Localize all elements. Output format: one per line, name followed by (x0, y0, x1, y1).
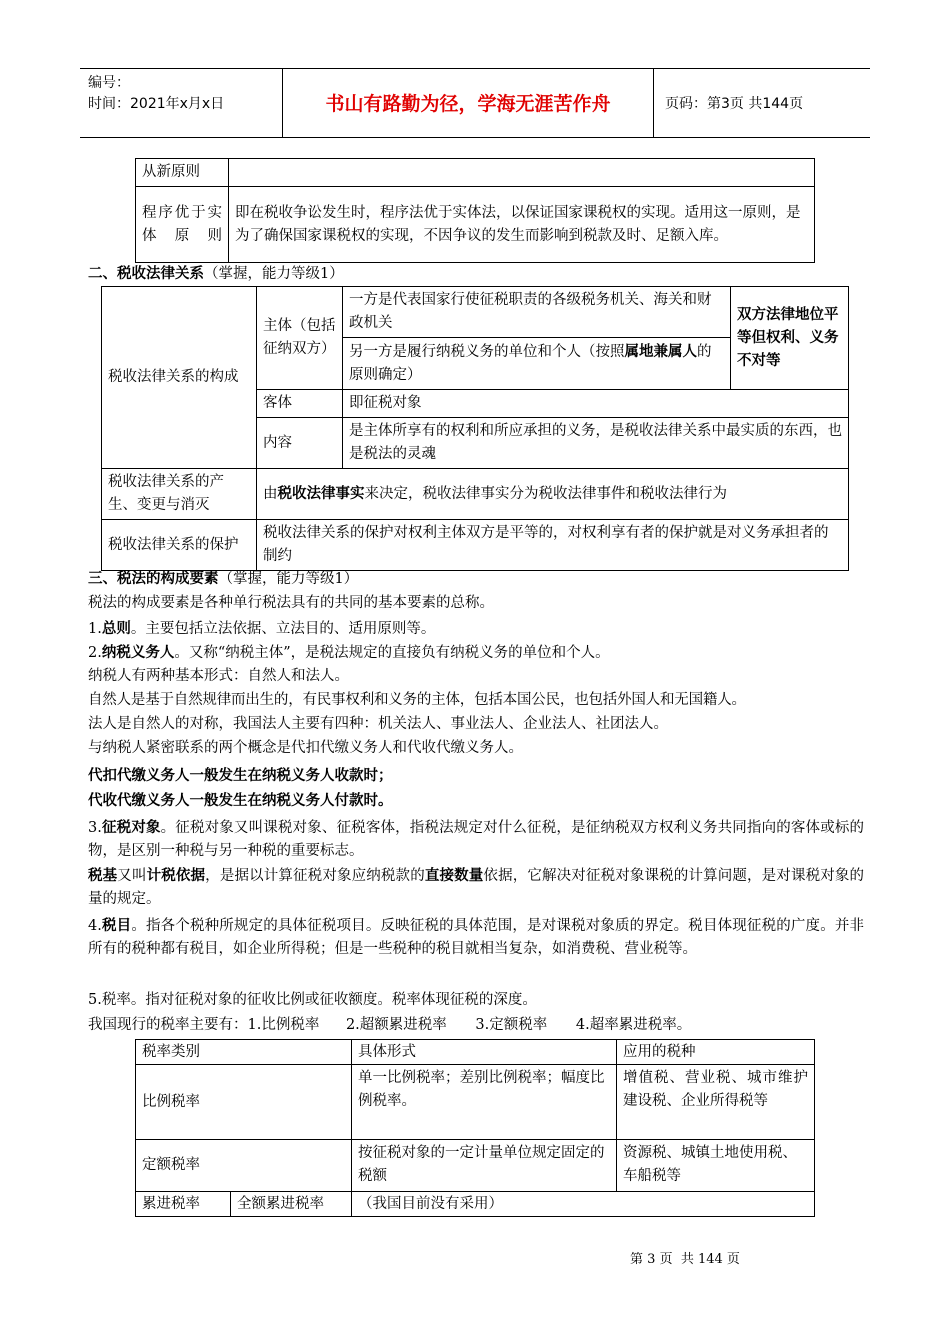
body-line: 纳税人有两种基本形式：自然人和法人。 (88, 668, 349, 684)
rate-type-2: 2.超额累进税率 (345, 1017, 447, 1033)
item-term: 直接数量 (424, 867, 484, 884)
table-row (136, 1140, 815, 1192)
change-post: 来决定，税收法律事实分为税收法律事件和税收法律行为 (364, 486, 727, 502)
rate-type-cell: 比例税率 (136, 1065, 352, 1140)
content-text-cell: 是主体所享有的权利和所应承担的义务，是税收法律关系中最实质的东西，也是税法的灵魂 (343, 418, 849, 469)
item-term: 征税对象 (101, 819, 161, 836)
subject-b-post: 的原则确定） (349, 344, 712, 383)
item-term: 税目 (101, 917, 132, 934)
item-term: 纳税义务人 (101, 644, 175, 661)
rate-form-cell: 按征税对象的一定计量单位规定固定的税额 (352, 1140, 617, 1192)
table-row (136, 159, 815, 187)
change-label-cell: 税收法律关系的产生、变更与消灭 (102, 469, 257, 520)
item-term: 总则 (101, 620, 131, 637)
header-cell: 具体形式 (352, 1040, 617, 1065)
item-text: 。指各个税种所规定的具体征税项目。反映征税的具体范围，是对课税对象质的界定。税目体现征税的广度。并非所有的税种都有税目，如企业所得税；但是一些税种的税目就相当复杂，如消费税、营业税等。 (88, 918, 865, 957)
principle-content-cell (229, 159, 815, 187)
subject-a-cell: 一方是代表国家行使征税职责的各级税务机关、海关和财政机关 (343, 287, 731, 338)
subject-b-bold: 属地兼属人 (624, 343, 697, 360)
body-line: 税法的构成要素是各种单行税法具有的共同的基本要素的总称。 (88, 595, 494, 611)
object-content-cell: 即征税对象 (343, 390, 849, 418)
section-3-title: 税法的构成要素 (117, 570, 219, 587)
principles-table (135, 158, 815, 263)
rate-subtype-cell: 全额累进税率 (231, 1192, 352, 1217)
rate-type-3: 3.定额税率 (475, 1017, 548, 1033)
item-text: ，是据以计算征税对象应纳税款的 (205, 868, 425, 884)
body-paragraph (88, 864, 864, 911)
composition-cell: 税收法律关系的构成 (102, 287, 257, 469)
item-text: 。征税对象又叫课税对象、征税客体，指税法规定对什么征税，是征纳税双方权利义务共同指向的客体或标的物，是区别一种税与另一种税的重要标志。 (88, 820, 865, 859)
protect-content-cell: 税收法律关系的保护对权利主体双方是平等的，对权利享有者的保护就是对义务承担者的制约 (257, 520, 849, 571)
item-term: 税基 (88, 867, 118, 884)
object-label-cell: 客体 (257, 390, 343, 418)
section-3-number: 三、 (88, 570, 117, 587)
item-text: 依据，它解决对征税对象课税的计算问题，是对课税对象的量的规定。 (88, 868, 865, 907)
item-number: 2. (88, 645, 102, 661)
header-left-cell (88, 73, 288, 115)
principle-content-cell: 即在税收争讼发生时，程序法优于实体法，以保证国家课税权的实现。适用这一原则，是为了确保国家课税权的实现，不因争议的发生而影响到税款及时、足额入库。 (229, 187, 815, 263)
table-row (136, 187, 815, 263)
relation-table (101, 286, 849, 571)
section-3-note: （掌握，能力等级1） (218, 571, 359, 587)
table-row (136, 1192, 815, 1217)
body-line: 自然人是基于自然规律而出生的，有民事权利和义务的主体，包括本国公民，也包括外国人和无国籍人。 (88, 692, 746, 708)
table-row (102, 469, 849, 520)
item-number: 1. (88, 621, 102, 637)
change-content-cell (257, 469, 849, 520)
principle-name-cell: 从新原则 (136, 159, 229, 187)
header-cell: 应用的税种 (617, 1040, 815, 1065)
table-row (136, 1065, 815, 1140)
item-term: 计税依据 (146, 867, 206, 884)
rate-type-cell: 累进税率 (136, 1192, 231, 1217)
doc-time-label: 时间：2021年x月x日 (88, 96, 225, 112)
body-line: 5.税率。指对征税对象的征收比例或征收额度。税率体现征税的深度。 (88, 992, 537, 1008)
subject-b-pre: 另一方是履行纳税义务的单位和个人（按照 (349, 344, 625, 360)
rate-type-cell: 定额税率 (136, 1140, 352, 1192)
section-2-heading (88, 262, 868, 286)
header-motto: 书山有路勤为径，学海无涯苦作舟 (325, 93, 611, 115)
change-bold: 税收法律事实 (277, 485, 365, 502)
table-row (102, 287, 849, 338)
body-line (88, 641, 868, 665)
item-text: 又叫 (117, 868, 147, 884)
section-2-title: 税收法律关系 (117, 265, 204, 282)
rate-taxes-cell: 增值税、营业税、城市维护建设税、企业所得税等 (617, 1065, 815, 1140)
rate-form-cell: （我国目前没有采用） (352, 1192, 815, 1217)
page-header (80, 68, 870, 138)
body-line (88, 617, 868, 641)
change-pre: 由 (263, 486, 278, 502)
body-paragraph (88, 914, 864, 961)
rates-table (135, 1039, 815, 1217)
principle-name-cell: 程序优于实体原则 (136, 187, 229, 263)
equal-status-cell: 双方法律地位平等但权利、义务不对等 (731, 287, 849, 390)
subject-b-cell (343, 338, 731, 390)
body-line: 法人是自然人的对称，我国法人主要有四种：机关法人、事业法人、企业法人、社团法人。 (88, 716, 668, 732)
header-cell: 税率类别 (136, 1040, 352, 1065)
page-footer: 第 3 页 共 144 页 (630, 1252, 740, 1267)
rate-type-1: 我国现行的税率主要有：1.比例税率 (88, 1017, 320, 1033)
rate-types-line (88, 1014, 868, 1037)
doc-number-label: 编号： (88, 75, 130, 91)
table-row (102, 520, 849, 571)
section-2-number: 二、 (88, 265, 117, 282)
item-number: 3. (88, 820, 102, 836)
content-label-cell: 内容 (257, 418, 343, 469)
body-line: 与纳税人紧密联系的两个概念是代扣代缴义务人和代收代缴义务人。 (88, 740, 523, 756)
rate-type-4: 4.超率累进税率。 (575, 1017, 692, 1033)
section-3-heading (88, 567, 868, 591)
protect-label-cell: 税收法律关系的保护 (102, 520, 257, 571)
body-line: 代收代缴义务人一般发生在纳税义务人付款时。 (88, 793, 393, 809)
body-paragraph (88, 816, 864, 863)
rate-form-cell: 单一比例税率；差别比例税率；幅度比例税率。 (352, 1065, 617, 1140)
item-text: 。又称“纳税主体”，是税法规定的直接负有纳税义务的单位和个人。 (174, 645, 610, 661)
subject-label-cell: 主体（包括征纳双方） (257, 287, 343, 390)
body-line: 代扣代缴义务人一般发生在纳税义务人收款时； (88, 768, 393, 784)
item-text: 。主要包括立法依据、立法目的、适用原则等。 (130, 621, 436, 637)
rate-taxes-cell: 资源税、城镇土地使用税、车船税等 (617, 1140, 815, 1192)
item-number: 4. (88, 918, 102, 934)
table-row (136, 1040, 815, 1065)
section-2-note: （掌握，能力等级1） (204, 266, 344, 282)
header-page-info: 页码：第3页 共144页 (665, 96, 804, 112)
